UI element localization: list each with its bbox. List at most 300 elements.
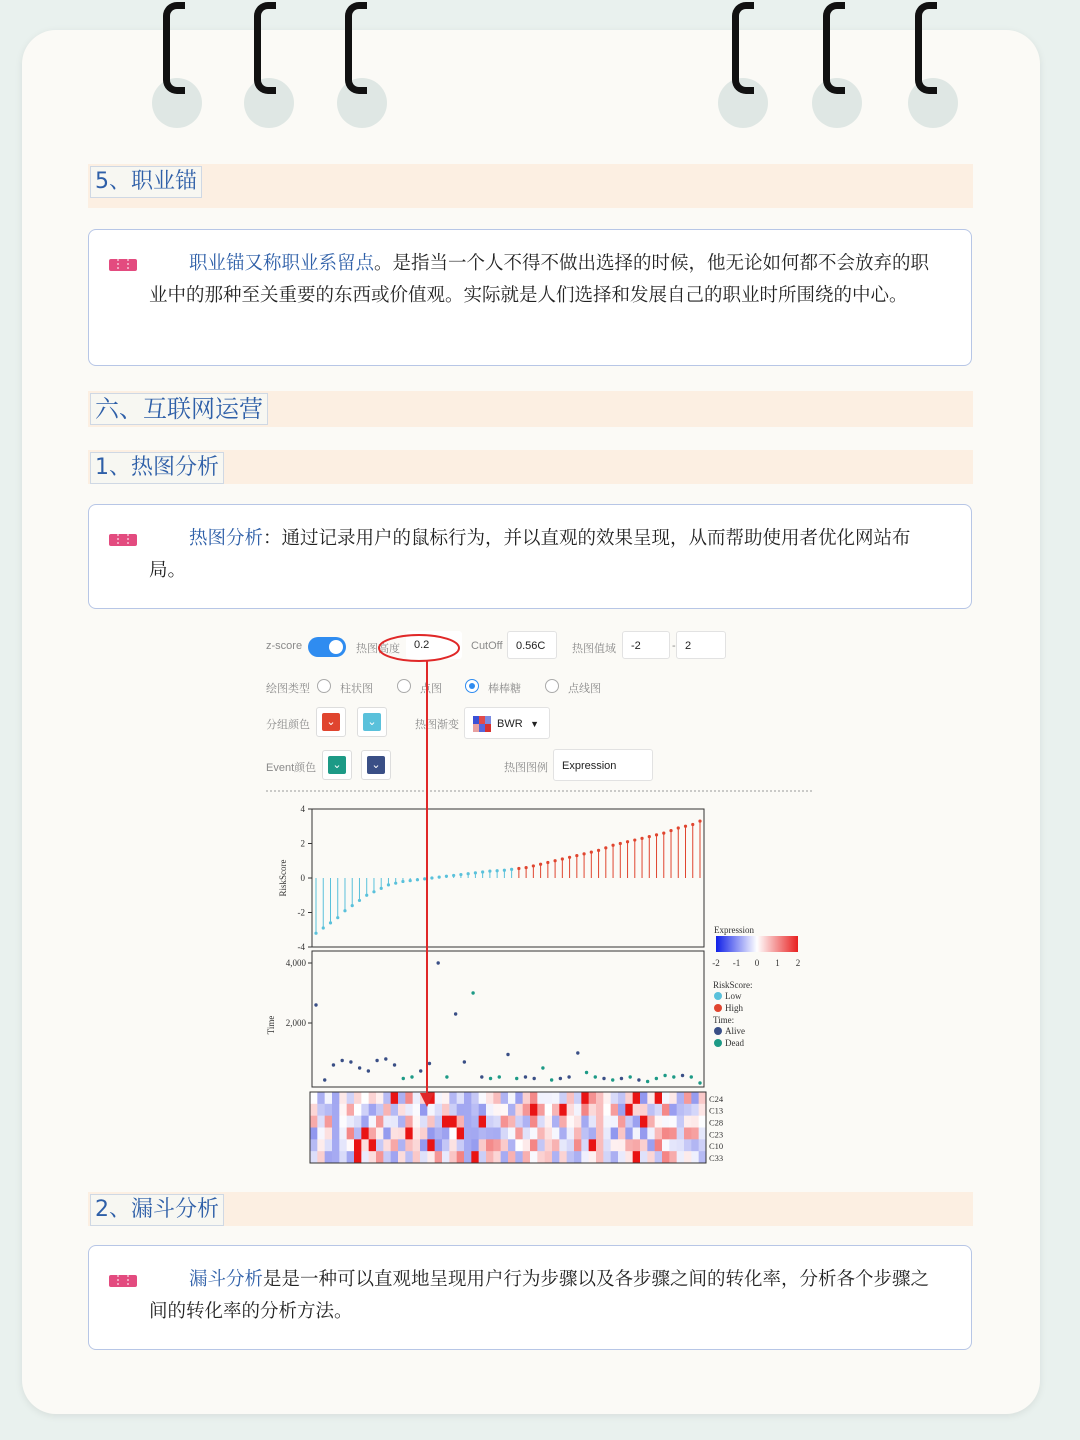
time-point [367,1069,370,1072]
card-text [149,1264,939,1328]
heatmap-cell [662,1116,670,1128]
heatmap-cell [655,1139,663,1151]
cutoff-label: CutOff [471,640,503,652]
card-text [149,523,939,587]
heatmap-cell [699,1139,707,1151]
chevron-down-icon: ⌄ [363,713,381,731]
heatmap-cell [464,1128,472,1140]
heatmap-cell [339,1128,347,1140]
heatmap-cell [611,1116,619,1128]
heatmap-cell [647,1104,655,1116]
time-point [489,1077,492,1080]
heatmap-cell [413,1139,421,1151]
heatmap-cell [464,1151,472,1163]
heatmap-cell [479,1128,487,1140]
heatmap-cell [655,1151,663,1163]
time-point [436,961,439,964]
heatmap-cell [559,1128,567,1140]
ticket-icon [109,533,137,547]
section-heading-bar [88,450,973,484]
heatmap-cell [647,1128,655,1140]
gradient-label: 热图渐变 [415,719,459,731]
heatmap-cell [442,1116,450,1128]
heatmap-cell [640,1116,648,1128]
heatmap-cell [427,1128,435,1140]
heatmap-cell [398,1128,406,1140]
risk-point [358,899,361,902]
heatmap-cell [537,1128,545,1140]
heatmap-cell [677,1139,685,1151]
heatmap-cell [662,1151,670,1163]
legend-tick: 1 [775,958,780,968]
keyword: 职业锚又称职业系留点 [189,253,375,274]
heatmap-cell [633,1104,641,1116]
chevron-down-icon: ⌄ [322,713,340,731]
heatmap-cell [405,1151,413,1163]
heatmap-cell [464,1116,472,1128]
heatmap-cell [508,1104,516,1116]
heatmap-cell [640,1139,648,1151]
heatmap-cell [347,1092,355,1104]
heatmap-cell [317,1139,325,1151]
heatmap-cell [442,1151,450,1163]
heatmap-cell [684,1151,692,1163]
risk-point [423,877,426,880]
heatmap-cell [310,1151,318,1163]
heatmap-cell [501,1151,509,1163]
heatmap-cell [552,1104,560,1116]
heatmap-cell [589,1104,597,1116]
heatmap-cell [596,1104,604,1116]
heatmap-cell [376,1104,384,1116]
heatmap-cell [325,1092,333,1104]
heatmap-cell [552,1092,560,1104]
height-input[interactable]: 0.2 [406,631,462,659]
heatmap-cell [655,1104,663,1116]
heatmap-cell [361,1116,369,1128]
heatmap-cell [369,1116,377,1128]
risk-point [546,861,549,864]
risk-point [669,829,672,832]
heatmap-cell [347,1116,355,1128]
heatmap-cell [398,1151,406,1163]
heatmap-cell [559,1104,567,1116]
heatmap-cell [647,1116,655,1128]
risk-point [684,825,687,828]
heatmap-cell [523,1104,531,1116]
heatmap-cell [691,1104,699,1116]
legend-item: Low [725,991,742,1001]
risk-point [619,842,622,845]
heatmap-cell [405,1092,413,1104]
heatmap-cell [354,1092,362,1104]
time-point [428,1062,431,1065]
heatmap-cell [611,1092,619,1104]
heatmap-cell [376,1128,384,1140]
heatmap-cell [567,1092,575,1104]
legend-title: Expression [714,925,754,935]
heatmap-row-label: C13 [709,1105,724,1116]
legend-label: 热图图例 [504,762,548,774]
heatmap-cell [581,1104,589,1116]
heatmap-cell [486,1139,494,1151]
heatmap-cell [471,1092,479,1104]
expression-gradient [716,936,798,952]
y-tick-label: 2 [300,838,305,849]
heatmap-cell [508,1139,516,1151]
heatmap-cell [376,1139,384,1151]
heatmap-cell [581,1151,589,1163]
heatmap-cell [405,1116,413,1128]
legend-dot [714,1004,722,1012]
heatmap-cell [581,1092,589,1104]
heatmap-cell [559,1116,567,1128]
heatmap-cell [567,1151,575,1163]
cutoff-input[interactable]: 0.56C [507,631,557,659]
heatmap-cell [464,1104,472,1116]
heatmap-cell [501,1104,509,1116]
heatmap-tool-screenshot [260,625,820,1170]
risk-point [532,864,535,867]
heatmap-cell [317,1104,325,1116]
heatmap-cell [552,1128,560,1140]
heatmap-cell [486,1116,494,1128]
heatmap-cell [640,1151,648,1163]
heatmap-cell [523,1116,531,1128]
text-card [88,504,972,609]
heatmap-cell [618,1151,626,1163]
risk-point [452,874,455,877]
heatmap-cell [471,1116,479,1128]
heatmap-cell [332,1128,340,1140]
risk-chart [260,625,820,1170]
heatmap-cell [310,1139,318,1151]
heatmap-cell [596,1116,604,1128]
risk-point [459,873,462,876]
heatmap-cell [361,1104,369,1116]
heatmap-cell [435,1139,443,1151]
heatmap-cell [501,1116,509,1128]
heatmap-cell [398,1116,406,1128]
heatmap-cell [625,1128,633,1140]
risk-point [640,837,643,840]
heatmap-cell [486,1128,494,1140]
risk-point [394,882,397,885]
heatmap-cell [662,1092,670,1104]
legend-dot [714,1039,722,1047]
heatmap-cell [640,1104,648,1116]
plot-type-option: 点线图 [568,683,601,695]
event-color-label: Event颜色 [266,762,317,774]
heatmap-cell [332,1092,340,1104]
heatmap-cell [435,1116,443,1128]
risk-point [329,921,332,924]
heatmap-cell [669,1128,677,1140]
time-point [314,1003,317,1006]
heatmap-cell [699,1116,707,1128]
heatmap-cell [325,1116,333,1128]
heatmap-row-label: C28 [709,1117,724,1128]
section-heading: 1、热图分析 [90,452,224,484]
heatmap-cell [383,1151,391,1163]
binder-ring [915,2,937,94]
heatmap-cell [413,1128,421,1140]
risk-point [314,932,317,935]
heatmap-cell [354,1116,362,1128]
time-point [524,1075,527,1078]
heatmap-cell [655,1128,663,1140]
heatmap-cell [699,1151,707,1163]
risk-point [604,846,607,849]
heatmap-cell [559,1092,567,1104]
legend-dot [714,1027,722,1035]
heatmap-cell [530,1139,538,1151]
ticket-icon [109,1274,137,1288]
heatmap-cell [464,1139,472,1151]
binder-ring [823,2,845,94]
heatmap-cell [347,1139,355,1151]
risk-point [409,879,412,882]
heatmap-cell [413,1092,421,1104]
heatmap-cell [523,1128,531,1140]
heatmap-row-label: C24 [709,1093,724,1104]
heatmap-cell [515,1128,523,1140]
heatmap-cell [493,1139,501,1151]
heatmap-cell [471,1128,479,1140]
heatmap-cell [537,1151,545,1163]
time-point [471,991,474,994]
heatmap-cell [589,1139,597,1151]
heatmap-cell [369,1128,377,1140]
heatmap-cell [383,1139,391,1151]
heatmap-cell [493,1104,501,1116]
section-heading-bar [88,1192,973,1226]
heatmap-cell [383,1104,391,1116]
range-max-input[interactable]: 2 [676,631,726,659]
binder-ring [254,2,276,94]
heatmap-cell [567,1139,575,1151]
heatmap-cell [449,1116,457,1128]
heatmap-cell [310,1104,318,1116]
heatmap-cell [625,1092,633,1104]
time-point [402,1077,405,1080]
risk-point [474,871,477,874]
heatmap-cell [332,1116,340,1128]
heatmap-cell [574,1092,582,1104]
body-text: 是是一种可以直观地呈现用户行为步骤以及各步骤之间的转化率，分析各个步骤之间的转化率的分析方法。 [149,1269,930,1322]
section-heading: 2、漏斗分析 [90,1194,224,1226]
risk-point [539,863,542,866]
heatmap-row-label: C33 [709,1153,724,1163]
heatmap-cell [611,1104,619,1116]
time-point [375,1059,378,1062]
time-panel-frame [312,951,704,1087]
risk-point [582,852,585,855]
heatmap-cell [479,1092,487,1104]
body-text: ：通过记录用户的鼠标行为，并以直观的效果呈现，从而帮助使用者优化网站布局。 [149,528,911,581]
heatmap-cell [347,1104,355,1116]
heatmap-cell [508,1116,516,1128]
heatmap-cell [691,1092,699,1104]
heatmap-cell [545,1116,553,1128]
risk-point [691,823,694,826]
risk-point [322,926,325,929]
heatmap-cell [442,1139,450,1151]
time-point [393,1063,396,1066]
heatmap-cell [589,1151,597,1163]
heatmap-cell [677,1128,685,1140]
heatmap-cell [574,1151,582,1163]
heatmap-cell [310,1128,318,1140]
heatmap-cell [493,1151,501,1163]
heatmap-cell [325,1139,333,1151]
heatmap-cell [633,1128,641,1140]
heatmap-cell [655,1092,663,1104]
heatmap-cell [391,1104,399,1116]
heatmap-cell [457,1151,465,1163]
heatmap-cell [442,1128,450,1140]
heatmap-cell [493,1128,501,1140]
heatmap-cell [361,1128,369,1140]
heatmap-cell [464,1092,472,1104]
heatmap-cell [633,1151,641,1163]
time-point [340,1059,343,1062]
heatmap-cell [515,1116,523,1128]
legend-input[interactable]: Expression [553,749,653,781]
heatmap-cell [669,1092,677,1104]
heatmap-cell [545,1092,553,1104]
risk-point [626,840,629,843]
time-point [506,1053,509,1056]
heatmap-cell [559,1139,567,1151]
y-tick-label: 4,000 [285,958,306,968]
heatmap-cell [391,1116,399,1128]
keyword: 热图分析 [189,528,264,549]
heatmap-cell [603,1104,611,1116]
risk-point [481,870,484,873]
heatmap-cell [699,1092,707,1104]
heatmap-cell [611,1151,619,1163]
heatmap-cell [699,1128,707,1140]
heatmap-cell [369,1151,377,1163]
legend-time-title: Time: [713,1015,735,1025]
heatmap-cell [684,1128,692,1140]
height-label: 热图高度 [356,643,400,655]
text-card [88,229,972,366]
annotation-ellipse [379,635,459,661]
legend-tick: 2 [795,958,801,968]
heatmap-cell [457,1116,465,1128]
heatmap-cell [354,1139,362,1151]
time-point [655,1077,658,1080]
heatmap-cell [449,1151,457,1163]
heatmap-cell [677,1151,685,1163]
heatmap-cell [325,1104,333,1116]
heatmap-cell [669,1139,677,1151]
part-heading: 六、互联网运营 [90,393,268,425]
heatmap-cell [471,1139,479,1151]
heatmap-cell [552,1116,560,1128]
chevron-down-icon: ⌄ [328,756,346,774]
heatmap-cell [545,1151,553,1163]
time-point [690,1075,693,1078]
time-point [663,1074,666,1077]
heatmap-cell [545,1104,553,1116]
range-label: 热图值域 [572,643,616,655]
heatmap-cell [486,1104,494,1116]
risk-point [416,878,419,881]
heatmap-cell [471,1104,479,1116]
heatmap-cell [625,1104,633,1116]
heatmap-cell [596,1092,604,1104]
legend-tick: -1 [732,958,741,968]
risk-point [575,854,578,857]
heatmap-cell [589,1116,597,1128]
plot-type-label: 绘图类型 [266,683,310,695]
risk-point [655,833,658,836]
heatmap-row-label: C23 [709,1129,724,1140]
heatmap-cell [449,1104,457,1116]
plot-type-option: 柱状图 [340,683,373,695]
time-point [602,1077,605,1080]
time-point [445,1075,448,1078]
heatmap-cell [339,1092,347,1104]
time-point [567,1075,570,1078]
range-min-input[interactable]: -2 [622,631,670,659]
heatmap-cell [633,1092,641,1104]
risk-point [662,832,665,835]
heatmap-cell [567,1128,575,1140]
risk-point [365,894,368,897]
heatmap-cell [691,1139,699,1151]
heatmap-cell [339,1104,347,1116]
heatmap-cell [391,1092,399,1104]
time-point [332,1063,335,1066]
heatmap-cell [442,1092,450,1104]
time-point [550,1078,553,1081]
legend-item: High [725,1003,743,1013]
heatmap-cell [691,1151,699,1163]
heatmap-cell [669,1116,677,1128]
heatmap-cell [457,1104,465,1116]
risk-point [503,869,506,872]
heatmap-cell [354,1128,362,1140]
risk-point [553,859,556,862]
heatmap-cell [471,1151,479,1163]
heatmap-cell [611,1139,619,1151]
section-heading-bar [88,391,973,427]
heatmap-cell [596,1139,604,1151]
heatmap-cell [530,1116,538,1128]
heatmap-cell [545,1128,553,1140]
heatmap-cell [677,1092,685,1104]
heatmap-cell [530,1128,538,1140]
chevron-down-icon: ⌄ [367,756,385,774]
heatmap-cell [647,1139,655,1151]
heatmap-cell [655,1116,663,1128]
risk-point [401,880,404,883]
heatmap-cell [479,1116,487,1128]
heatmap-cell [530,1104,538,1116]
heatmap-cell [398,1104,406,1116]
heatmap-cell [442,1104,450,1116]
heatmap-cell [508,1092,516,1104]
risk-point [611,844,614,847]
heatmap-cell [398,1092,406,1104]
time-point [349,1060,352,1063]
heatmap-cell [523,1139,531,1151]
heatmap-cell [493,1116,501,1128]
